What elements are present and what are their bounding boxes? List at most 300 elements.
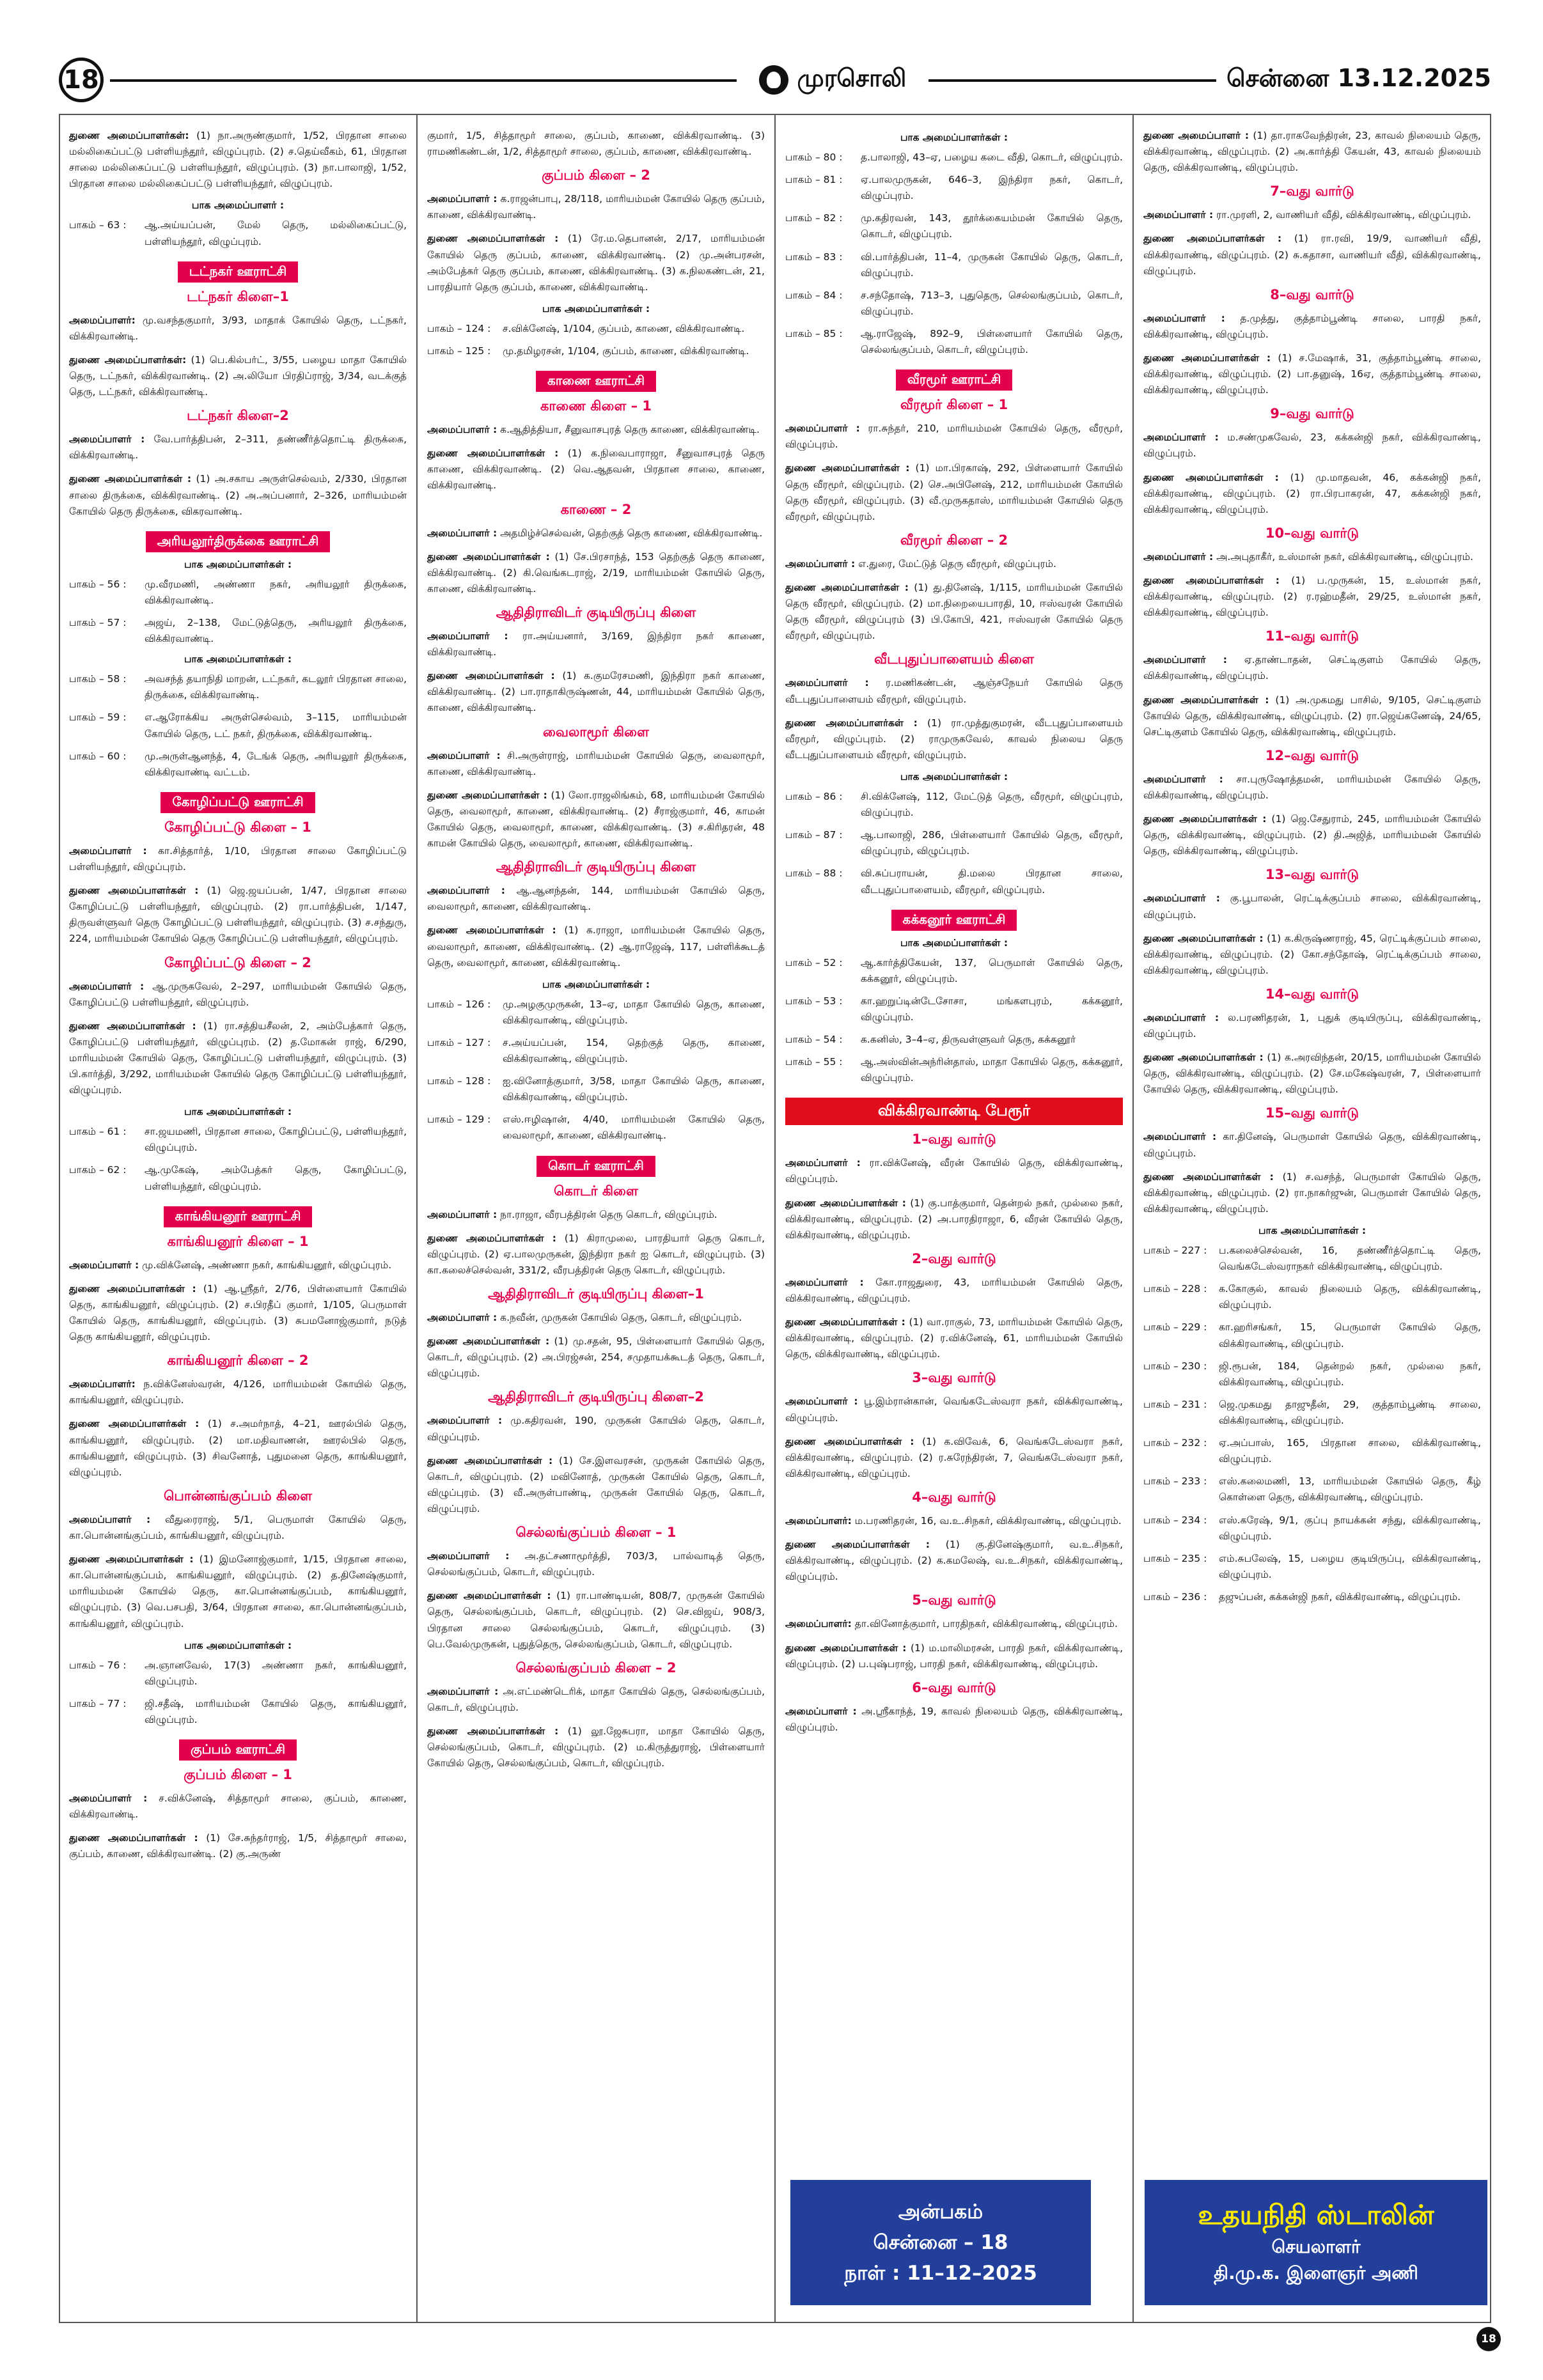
office-bearer-entry: [427, 748, 765, 780]
booth-row: [785, 866, 1123, 898]
role-label: துணை அமைப்பாளர்கள் :: [427, 789, 547, 801]
role-label: துணை அமைப்பாளர்கள் :: [1143, 471, 1279, 483]
entry-text: (1) மு.சதன், 95, பிள்ளையார் கோயில் தெரு, கொடர், விழுப்புரம். (2) அ.பிரஜ்சன், 254, சமுதாயக்கூடத் தெரு, கொடர், விழுப்புரம்.: [427, 1335, 765, 1380]
office-bearer-entry: [785, 460, 1123, 524]
entry-text: (1) இமனோஜ்குமார், 1/15, பிரதான சாலை, கா.பொன்னங்குப்பம், காங்கியனூர், விழுப்புரம். (2) த.தினேஷ்குமார், மாரியம்மன் கோயில் தெரு, கா.பொன்னங்குப்பம், காங்கியனூர், விழுப்புரம். (3) வெ.பசபதி, 3/64, பிரதான சாலை, கா.பொன்னங்குப்பம், காங்கியனூர், விழுப்புரம்.: [69, 1553, 407, 1629]
entry-text: ர.மணிகண்டன், ஆஞ்சநேயர் கோயில் தெரு வீடபுதுப்பாளையம் வீரமூர், விழுப்புரம்.: [785, 677, 1123, 705]
office-bearer-entry: [427, 1548, 765, 1580]
entry-text: (1) ரா.பாண்டியன், 808/7, முருகன் கோயில் தெரு, செல்லங்குப்பம், கொடர், விழுப்புரம். (2) செ.விஜய், 908/3, பிரதான சாலை செல்லங்குப்பம், கொடர், விழுப்புரம். (3) பெ.வேல்முருகன், புதுத்தெரு, செல்லங்குப்பம், கொடர், விழுப்புரம்.: [427, 1590, 765, 1650]
booth-number: பாகம் – 233 :: [1143, 1475, 1207, 1488]
booth-detail: ஆ.அஸ்வின்அந்ரின்தாஸ், மாதா கோயில் தெரு, கக்கனூர், விழுப்புரம்.: [861, 1056, 1123, 1084]
role-label: துணை அமைப்பாளர்கள் :: [785, 462, 910, 474]
role-label: அமைப்பாளர் :: [427, 885, 505, 897]
office-bearer-entry: [1143, 1010, 1481, 1042]
section-banner: டட்நகர் ஊராட்சி: [178, 261, 298, 283]
entry-text: ரா.அய்யனார், 3/169, இந்திரா நகர் காணை, விக்கிரவாண்டி.: [427, 630, 765, 658]
entry-text: மு.வசந்தகுமார், 3/93, மாதாக் கோயில் தெரு, டட்நகர், விக்கிரவாண்டி.: [69, 314, 407, 342]
booth-detail: ஆ.பாலாஜி, 286, பிள்ளையார் கோயில் தெரு, வீரமூர், விழுப்புரம், விழுப்புரம்.: [861, 829, 1123, 857]
branch-heading: குப்பம் கிளை – 1: [184, 1767, 292, 1783]
office-bearer-entry: [69, 432, 407, 463]
booth-detail: மு.அருள்ஆனந்த், 4, டேங்க் தெரு, அரியலூர் திருக்கை, விக்கிரவாண்டி வட்டம்.: [145, 750, 407, 778]
office-bearer-entry: [1143, 772, 1481, 804]
role-label: அமைப்பாளர் :: [427, 527, 497, 539]
entry-text: பூ.இம்ரான்கான், வெங்கடேஸ்வரா நகர், விக்கிரவாண்டி, விழுப்புரம்.: [785, 1396, 1123, 1424]
booth-row: [1143, 1397, 1481, 1429]
entry-text: (1) க.கிருஷ்ணராஜ், 45, ரெட்டிக்குப்பம் சாலை, விக்கிரவாண்டி, விழுப்புரம். (2) கோ.சந்தோஷ், ரெட்டிக்குப்பம் சாலை, விக்கிரவாண்டி, விழுப்புரம்.: [1143, 932, 1481, 976]
entry-text: வீதுரைராஜ், 5/1, பெருமாள் கோயில் தெரு, கா.பொன்னங்குப்பம், காங்கியனூர், விழுப்புரம்.: [69, 1513, 407, 1542]
section-label: பாக அமைப்பாளர் :: [191, 199, 285, 212]
role-label: அமைப்பாளர் :: [1143, 1011, 1219, 1023]
role-label: அமைப்பாளர் :: [69, 1513, 151, 1525]
role-label: துணை அமைப்பாளர்கள் :: [427, 1454, 553, 1466]
booth-row: [1143, 1281, 1481, 1313]
entry-text: த.முத்து, குத்தாம்பூண்டி சாலை, பாரதி நகர், விக்கிரவாண்டி, விழுப்புரம்.: [1143, 312, 1482, 340]
entry-text: (1) கு.தினேஷ்குமார், வ.உ.சிநகர், விக்கிரவாண்டி, விழுப்புரம். (2) க.கமலேஷ், வ.உ.சிநகர், விக்கிரவாண்டி, விழுப்புரம்.: [785, 1539, 1123, 1583]
booth-number: பாகம் – 55 :: [785, 1056, 843, 1068]
entry-text: (1) ரா.முத்துகுமரன், வீடபுதுப்பாளையம் வீரமூர், விழுப்புரம். (2) ராமுருகவேல், காவல் நிலைய தெரு வீடபுதுப்பாளையம் வீரமூர், விழுப்புரம்.: [785, 717, 1123, 761]
booth-number: பாகம் – 83 :: [785, 251, 843, 263]
office-bearer-entry: [785, 1640, 1123, 1672]
booth-detail: வி.பார்த்திபன், 11–4, முருகன் கோயில் தெரு, கொடர், விழுப்புரம்.: [861, 251, 1123, 279]
entry-text: ம.சண்முகவேல், 23, கக்கன்ஜி நகர், விக்கிரவாண்டி, விழுப்புரம்.: [1143, 432, 1481, 460]
entry-text: க.ராஜன்பாபு, 28/118, மாரியம்மன் கோயில் தெரு குப்பம், காணை, விக்கிரவாண்டி.: [427, 193, 765, 221]
booth-number: பாகம் – 52 :: [785, 956, 843, 968]
section-label: பாக அமைப்பாளர்கள் :: [900, 132, 1008, 143]
booth-row: [785, 1032, 1123, 1048]
office-bearer-entry: [785, 1195, 1123, 1243]
branch-heading: வீரமூர் கிளை – 1: [900, 397, 1008, 413]
entry-text: (1) க.விவேக், 6, வெங்கடேஸ்வரா நகர், விக்கிரவாண்டி, விழுப்புரம். (2) ர.சுரேந்திரன், 7, வெங்கடேஸ்வரா நகர், விக்கிரவாண்டி, விழுப்புரம்.: [785, 1435, 1123, 1479]
anbagam-line: அன்பகம்: [898, 2200, 983, 2223]
entry-text: ந.விக்னேஸ்வரன், 4/126, மாரியம்மன் கோயில் தெரு, காங்கியனூர், விழுப்புரம்.: [69, 1378, 407, 1406]
office-bearer-entry: [1143, 1129, 1481, 1161]
office-bearer-entry: [427, 788, 765, 852]
booth-row: [69, 615, 407, 647]
entry-text: (1) ஜெ.சேதுராம், 245, மாரியம்மன் கோயில் தெரு, விக்கிரவாண்டி, விழுப்புரம். (2) தி.அஜித், மாரியம்மன் கோயில் தெரு, விக்கிரவாண்டி, விழுப்புரம்.: [1143, 813, 1482, 857]
signatory-role: செயலாளர்: [1271, 2236, 1361, 2257]
role-label: அமைப்பாளர் :: [1143, 773, 1223, 785]
section-label: பாக அமைப்பாளர்கள் :: [542, 978, 650, 990]
anbagam-line: நாள் : 11–12–2025: [844, 2262, 1037, 2285]
role-label: துணை அமைப்பாளர்கள் :: [427, 233, 559, 245]
booth-number: பாகம் – 87 :: [785, 829, 843, 841]
entry-text: அ.ஸ்ரீகாந்த், 19, காவல் நிலையம் தெரு, விக்கிரவாண்டி, விழுப்புரம்.: [785, 1705, 1123, 1733]
entry-text: நா.ராஜா, வீரபத்திரன் தெரு கொடர், விழுப்புரம்.: [500, 1208, 717, 1220]
entry-text: மு.விக்னேஷ், அண்ணா நகர், காங்கியனூர், விழுப்புரம்.: [142, 1259, 392, 1271]
entry-text: (1) ப.முருகன், 15, உஸ்மான் நகர், விக்கிரவாண்டி, விழுப்புரம். (2) ர.ரஹ்மதீன், 29/25, உஸ்மான் நகர், விக்கிரவாண்டி, விழுப்புரம்.: [1143, 574, 1481, 619]
role-label: அமைப்பாளர் :: [427, 1415, 503, 1427]
office-bearer-entry: [69, 1376, 407, 1408]
office-bearer-entry: [69, 313, 407, 345]
branch-heading: டட்நகர் கிளை–2: [187, 408, 289, 424]
branch-heading: கொடர் கிளை: [554, 1183, 638, 1199]
entry-text: ஏ.தாண்டாதன், செட்டிகுளம் கோயில் தெரு, விக்கிரவாண்டி, விழுப்புரம்.: [1143, 654, 1481, 682]
role-label: அமைப்பாளர் :: [427, 193, 497, 205]
entry-text: ரா.முரளி, 2, வாணியர் வீதி, விக்கிரவாண்டி, விழுப்புரம்.: [1216, 209, 1471, 221]
office-bearer-entry: [69, 883, 407, 947]
section-label: பாக அமைப்பாளர்கள் :: [900, 937, 1008, 949]
booth-number: பாகம் – 86 :: [785, 790, 843, 802]
entry-text: அ.அபுதாகீர், உஸ்மான் நகர், விக்கிரவாண்டி, விழுப்புரம்.: [1216, 550, 1473, 563]
branch-heading: 15–வது வார்டு: [1265, 1105, 1359, 1121]
entry-text: (1) கிராமுலை, பாரதியார் தெரு கொடர், விழுப்புரம். (2) ஏ.பாலமுருகன், இந்திரா நகர் ஐ கொடர், விழுப்புரம். (3) கா.கலைச்செல்வன், 331/2, வீரபத்திரன் தெரு கொடர், விழுப்புரம்.: [427, 1232, 765, 1276]
booth-row: [1143, 1474, 1481, 1505]
entry-text: குமார், 1/5, சித்தாமூர் சாலை, குப்பம், காணை, விக்கிரவாண்டி. (3) ராமணிகண்டன், 1/2, சித்தாமூர் சாலை, குப்பம், காணை, விக்கிரவாண்டி.: [427, 130, 765, 158]
entry-text: க.நவீன், முருகன் கோயில் தெரு, கொடர், விழுப்புரம்.: [500, 1312, 742, 1324]
section-label: பாக அமைப்பாளர்கள் :: [1258, 1225, 1367, 1237]
booth-row: [1143, 1513, 1481, 1544]
office-bearer-entry: [785, 1275, 1123, 1307]
booth-row: [69, 577, 407, 609]
entry-text: (1) லூ.ஜேசுபரா, மாதா கோயில் தெரு, செல்லங்குப்பம், கொடர், விழுப்புரம். (2) ம.கிருத்துராஜ், பிள்ளையார் கோயில் தெரு, செல்லங்குப்பம், கொடர், விழுப்புரம்.: [427, 1725, 765, 1769]
office-bearer-entry: [1143, 573, 1481, 621]
section-banner: கொடர் ஊராட்சி: [537, 1156, 655, 1177]
role-label: அமைப்பாளர் :: [785, 557, 856, 570]
booth-number: பாகம் – 235 :: [1143, 1552, 1207, 1564]
office-bearer-entry: [427, 1413, 765, 1445]
role-label: அமைப்பாளர் :: [1143, 892, 1220, 905]
entry-text: (1) க.அரவிந்தன், 20/15, மாரியம்மன் கோயில் தெரு, விக்கிரவாண்டி, விழுப்புரம். (2) சே.மகேஷ்வரன், 7, பிள்ளையார் கோயில் தெரு, விக்கிரவாண்டி, விழுப்புரம்.: [1143, 1052, 1481, 1096]
office-bearer-entry: [427, 446, 765, 494]
entry-text: (1) ம.மாலிமரசன், பாரதி நகர், விக்கிரவாண்டி, விழுப்புரம். (2) ப.புஷ்பராஜ், பாரதி நகர், விக்கிரவாண்டி, விழுப்புரம்.: [785, 1642, 1123, 1670]
booth-detail: ஏ.அப்பாஸ், 165, பிரதான சாலை, விக்கிரவாண்டி, விழுப்புரம்.: [1219, 1437, 1481, 1465]
branch-heading: வீரமூர் கிளை – 2: [900, 532, 1008, 548]
entry-text: சா.புருஷோத்தமன், மாரியம்மன் கோயில் தெரு, விக்கிரவாண்டி, விழுப்புரம்.: [1143, 773, 1481, 801]
role-label: துணை அமைப்பாளர்கள் :: [69, 473, 192, 485]
branch-heading: 4–வது வார்டு: [912, 1489, 996, 1505]
entry-text: (1) து.தினேஷ், 1/115, மாரியம்மன் கோயில் தெரு வீரமூர், விழுப்புரம். (2) மா.நிறையைபாரதி, 10, ஈஸ்வரன் கோயில் தெரு வீரமூர், விழுப்புரம் (3) பி.கோபி, 421, ஈஸ்வரன் கோயில் தெரு வீரமூர், விழுப்புரம்.: [785, 581, 1123, 642]
entry-text: அ.எட்மண்டெரிக், மாதா கோயில் தெரு, செல்லங்குப்பம், கொடர், விழுப்புரம்.: [427, 1685, 765, 1713]
entry-text: (1) மா.பிரகாஷ், 292, பிள்ளையார் கோயில் தெரு வீரமூர், விழுப்புரம். (2) செ.அபினேஷ், 212, மாரியம்மன் கோயில் தெரு வீரமூர், விழுப்புரம். (3) வீ.முருகதாஸ், மாரியம்மன் கோயில் தெரு வீரமூர், விழுப்புரம்.: [785, 462, 1123, 522]
office-bearer-entry: [785, 1155, 1123, 1187]
entry-text: கோ.ராஜதுரை, 43, மாரியம்மன் கோயில் தெரு, விக்கிரவாண்டி, விழுப்புரம்.: [785, 1276, 1123, 1305]
office-bearer-entry: [427, 1588, 765, 1652]
branch-heading: 10–வது வார்டு: [1265, 525, 1359, 541]
branch-heading: வீடபுதுப்பாளையம் கிளை: [874, 651, 1034, 667]
booth-number: பாகம் – 58 :: [69, 673, 127, 685]
entry-text: (1) அ.சகாய அருள்செல்வம், 2/330, பிரதான சாலை திருக்கை, விக்கிரவாண்டி. (2) அ.அப்பனார், 2–326, மாரியம்மன் கோயில் தெரு திருக்கை, விகரவாண்டி.: [69, 473, 407, 517]
office-bearer-entry: [427, 1207, 765, 1223]
signatory-box: [1145, 2180, 1487, 2305]
entry-text: ஆ.முருகவேல், 2–297, மாரியம்மன் கோயில் தெரு, கோழிப்பட்டு பள்ளியந்தூர், விழுப்புரம்.: [69, 980, 407, 1008]
entry-text: (1) ஜெ.ஜயப்பன், 1/47, பிரதான சாலை கோழிப்பட்டு பள்ளியந்தூர், விழுப்புரம். (2) ரா.பார்த்திபன், 1/147, திருவள்ளுவர் தெரு கோழிப்பட்டு பள்ளியந்தூர், விழுப்புரம். (3) ச.சந்துரு, 224, மாரியம்மன் கோயில் தெரு கோழிப்பட்டு பள்ளியந்தூர், விழுப்புரம்.: [69, 885, 407, 945]
booth-row: [785, 993, 1123, 1025]
role-label: துணை அமைப்பாளர்கள் :: [69, 885, 199, 897]
office-bearer-entry: [1143, 652, 1481, 684]
office-bearer-entry: [69, 1512, 407, 1544]
footer-page-number: 18: [1476, 2327, 1501, 2351]
section-label: பாக அமைப்பாளர்கள் :: [184, 1106, 292, 1118]
office-bearer-entry: [785, 1434, 1123, 1482]
role-label: துணை அமைப்பாளர்கள்:: [69, 354, 187, 366]
entry-text: (1) நா.அருண்குமார், 1/52, பிரதான சாலை மல்லிகைப்பட்டு பள்ளியந்தூர், விழுப்புரம். (2) ச.தெய்வீகம், 61, பிரதான சாலை மல்லிகைப்பட்டு பள்ளியந்தூர், விழுப்புரம். (3) நா.பாலாஜி, 1/52, பிரதான சாலை மல்லிகைப்பட்டு பள்ளியந்தூர், விழுப்புரம்.: [69, 130, 407, 190]
booth-number: பாகம் – 127 :: [427, 1036, 491, 1048]
booth-detail: ஜெ.முகமது தாஜுதீன், 29, குத்தாம்பூண்டி சாலை, விக்கிரவாண்டி, விழுப்புரம்.: [1219, 1398, 1481, 1427]
column-4: [1133, 114, 1491, 2323]
role-label: துணை அமைப்பாளர்கள் :: [785, 1316, 905, 1328]
entry-text: எ.துரை, மேட்டுத் தெரு வீரமூர், விழுப்புரம்.: [858, 557, 1056, 570]
office-bearer-entry: [1143, 692, 1481, 740]
entry-text: (1) சே.பிரசாந்த், 153 தெற்குத் தெரு காணை, விக்கிரவாண்டி. (2) கி.வெங்கடராஜ், 2/19, மாரியம்மன் கோயில் தெரு, காணை, விக்கிரவாண்டி.: [427, 550, 765, 595]
booth-number: பாகம் – 231 :: [1143, 1398, 1207, 1410]
role-label: அமைப்பாளர் :: [69, 980, 145, 992]
role-label: துணை அமைப்பாளர்கள் :: [1143, 352, 1271, 364]
office-bearer-entry: [1143, 207, 1481, 223]
booth-row: [427, 1035, 765, 1067]
booth-detail: மு.தமிழரசன், 1/104, குப்பம், காணை, விக்கிரவாண்டி.: [503, 345, 749, 357]
role-label: துணை அமைப்பாளர்கள்:: [69, 130, 189, 141]
office-bearer-entry: [427, 231, 765, 295]
office-bearer-entry: [427, 1453, 765, 1517]
office-bearer-entry: [427, 883, 765, 915]
booth-number: பாகம் – 125 :: [427, 345, 491, 357]
booth-row: [785, 172, 1123, 204]
booth-number: பாகம் – 84 :: [785, 289, 843, 301]
booth-detail: ஆ.அய்யப்பன், மேல் தெரு, மல்லிகைப்பட்டு, பள்ளியந்தூர், விழுப்புரம்.: [145, 219, 407, 247]
office-bearer-entry: [1143, 470, 1481, 518]
branch-heading: 13–வது வார்டு: [1265, 867, 1359, 883]
branch-heading: கோழிப்பட்டு கிளை – 2: [164, 954, 311, 970]
office-bearer-entry: [69, 1791, 407, 1823]
booth-number: பாகம் – 80 :: [785, 152, 843, 163]
role-label: அமைப்பாளர் :: [427, 1685, 499, 1697]
booth-row: [427, 997, 765, 1029]
booth-detail: ஆ.ராஜேஷ், 892–9, பிள்ளையார் கோயில் தெரு, செல்லங்குப்பம், கொடர், விழுப்புரம்.: [861, 327, 1123, 356]
booth-number: பாகம் – 61 :: [69, 1126, 127, 1138]
booth-detail: ஐ.வினோத்குமார், 3/58, மாதா கோயில் தெரு, காணை, விக்கிரவாண்டி, விழுப்புரம்.: [503, 1075, 765, 1103]
booth-number: பாகம் – 232 :: [1143, 1437, 1207, 1449]
office-bearer-entry: [69, 1018, 407, 1099]
office-bearer-entry: [1143, 430, 1481, 462]
booth-number: பாகம் – 128 :: [427, 1075, 491, 1087]
booth-number: பாகம் – 129 :: [427, 1114, 491, 1126]
booth-row: [69, 1658, 407, 1690]
page-number-badge: 18: [59, 58, 104, 102]
masthead-title: முரசொலி: [797, 64, 907, 92]
header-rule-right: [928, 79, 1248, 82]
role-label: துணை அமைப்பாளர்கள் :: [69, 1832, 198, 1844]
role-label: அமைப்பாளர் :: [785, 1276, 864, 1288]
booth-detail: ஜி.ரூபன், 184, தென்றல் நகர், முல்லை நகர், விக்கிரவாண்டி, விழுப்புரம்.: [1219, 1360, 1481, 1388]
office-bearer-entry: [1143, 350, 1481, 398]
role-label: அமைப்பாளர் :: [785, 423, 860, 435]
booth-row: [69, 217, 407, 249]
anbagam-line: சென்னை – 18: [873, 2230, 1008, 2254]
entry-text: (1) சே.இளவரசன், முருகன் கோயில் தெரு, கொடர், விழுப்புரம். (2) மவினோத், முருகன் கோயில் தெரு, கொடர், விழுப்புரம். (3) வீ.அருள்பாண்டி, முருகன் கோயில் தெரு, கொடர், விழுப்புரம்.: [427, 1454, 765, 1515]
entry-text: அதமிழ்ச்செல்வன், தெற்குத் தெரு காணை, விக்கிரவாண்டி.: [500, 527, 763, 539]
role-label: அமைப்பாளர் :: [427, 1208, 497, 1220]
signatory-org: தி.மு.க. இளைஞர் அணி: [1214, 2262, 1418, 2283]
entry-text: ம.பரணிதரன், 16, வ.உ.சிநகர், விக்கிரவாண்டி, விழுப்புரம்.: [854, 1515, 1122, 1527]
booth-detail: சி.விக்னேஷ், 112, மேட்டுத் தெரு, வீரமூர், விழுப்புரம், விழுப்புரம்.: [861, 790, 1123, 819]
office-bearer-entry: [427, 1310, 765, 1326]
booth-number: பாகம் – 230 :: [1143, 1360, 1207, 1372]
booth-detail: மு.வீரமணி, அண்ணா நகர், அரியலூர் திருக்கை, விக்கிரவாண்டி.: [145, 578, 407, 606]
booth-row: [69, 1124, 407, 1156]
booth-number: பாகம் – 60 :: [69, 750, 127, 762]
booth-detail: எஸ்.ஈழிஷான், 4/40, மாரியம்மன் கோயில் தெரு, வைலாமூர், காணை, விக்கிரவாண்டி.: [503, 1114, 765, 1142]
office-bearer-entry: [427, 525, 765, 541]
role-label: துணை அமைப்பாளர்கள் :: [427, 1335, 550, 1348]
branch-heading: 14–வது வார்டு: [1265, 986, 1359, 1002]
booth-row: [785, 150, 1123, 166]
municipality-banner: விக்கிரவாண்டி பேரூர்: [785, 1098, 1123, 1125]
booth-detail: அவசந்த் தயாநிதி மாறன், டட்நகர், கடலூர் பிரதான சாலை, திருக்கை, விக்கிரவாண்டி.: [145, 673, 407, 701]
office-bearer-entry: [1143, 128, 1481, 176]
role-label: அமைப்பாளர் :: [1143, 209, 1214, 221]
booth-row: [785, 249, 1123, 281]
booth-row: [69, 1162, 407, 1194]
branch-heading: ஆதிதிராவிடர் குடியிருப்பு கிளை: [496, 859, 696, 875]
booth-number: பாகம் – 57 :: [69, 616, 127, 628]
page-header: [59, 55, 1491, 105]
role-label: அமைப்பாளர் :: [427, 1312, 497, 1324]
column-3: [775, 114, 1133, 2323]
branch-heading: செல்லங்குப்பம் கிளை – 1: [515, 1525, 677, 1541]
role-label: துணை அமைப்பாளர்கள் :: [785, 717, 918, 729]
role-label: அமைப்பாளர் :: [785, 1157, 861, 1169]
office-bearer-entry: [427, 1684, 765, 1716]
branch-heading: 1–வது வார்டு: [912, 1132, 996, 1147]
booth-detail: ஆ.கார்த்திகேயன், 137, பெருமாள் கோயில் தெரு, கக்கனூர், விழுப்புரம்.: [861, 956, 1123, 984]
office-bearer-entry: [427, 922, 765, 970]
office-bearer-entry: [785, 580, 1123, 644]
office-bearer-entry: [785, 1537, 1123, 1585]
booth-row: [785, 288, 1123, 320]
office-bearer-entry: [427, 628, 765, 660]
entry-text: (1) க.நிவைபாராஜா, சீனுவாசபுரத் தெரு காணை, விக்கிரவாண்டி. (2) வெ.ஆதவன், பிரதான சாலை, காணை, விக்கிரவாண்டி.: [427, 447, 765, 492]
role-label: துணை அமைப்பாளர்கள் :: [427, 924, 556, 937]
role-label: துணை அமைப்பாளர்கள் :: [1143, 813, 1267, 825]
entry-text: மு.கதிரவன், 190, முருகன் கோயில் தெரு, கொடர், விழுப்புரம்.: [427, 1415, 765, 1443]
role-label: அமைப்பாளர் :: [1143, 550, 1214, 563]
branch-heading: 3–வது வார்டு: [912, 1370, 996, 1386]
dateline: சென்னை 13.12.2025: [1216, 58, 1491, 102]
booth-row: [69, 1696, 407, 1728]
office-bearer-entry: [1143, 931, 1481, 979]
office-bearer-entry: [427, 1723, 765, 1771]
office-bearer-entry: [69, 1552, 407, 1632]
role-label: துணை அமைப்பாளர்கள் :: [427, 670, 555, 682]
entry-text: (1) ச.வசந்த், பெருமாள் கோயில் தெரு, விக்கிரவாண்டி, விழுப்புரம். (2) ரா.நாகர்ஜுன், பெருமாள் கோயில் தெரு, விக்கிரவாண்டி, விழுப்புரம்.: [1143, 1171, 1481, 1215]
role-label: துணை அமைப்பாளர்கள் :: [785, 1197, 906, 1209]
office-bearer-entry: [1143, 891, 1481, 922]
entry-text: (1) அ.முகமது பாசில், 9/105, செட்டிகுளம் கோயில் தெரு, விக்கிரவாண்டி, விழுப்புரம். (2) ரா.ஜெய்கணேஷ், 24/65, செட்டிகுளம் கோயில் தெரு, விக்கிரவாண்டி, விழுப்புரம்.: [1143, 694, 1482, 738]
role-label: துணை அமைப்பாளர்கள் :: [1143, 932, 1264, 944]
booth-row: [1143, 1589, 1481, 1605]
entry-text: (1) ஆ.ஸ்ரீதர், 2/76, பிள்ளையார் கோயில் தெரு, காங்கியனூர், விழுப்புரம். (2) ச.பிரதீப் குமார், 1/105, பெருமாள் கோயில் தெரு, காங்கியனூர், விழுப்புரம். (3) சுபமனோஜ்குமார், நடுத் தெரு காங்கியனூர், விழுப்புரம்.: [69, 1282, 407, 1343]
role-label: துணை அமைப்பாளர்கள் :: [427, 1590, 551, 1602]
section-label: பாக அமைப்பாளர்கள் :: [184, 558, 292, 570]
booth-number: பாகம் – 126 :: [427, 998, 491, 1010]
role-label: அமைப்பாளர் :: [785, 1705, 857, 1717]
section-banner: குப்பம் ஊராட்சி: [179, 1739, 297, 1761]
booth-detail: ச.விக்னேஷ், 1/104, குப்பம், காணை, விக்கிரவாண்டி.: [503, 322, 745, 334]
booth-row: [1143, 1551, 1481, 1583]
booth-number: பாகம் – 124 :: [427, 322, 491, 334]
booth-detail: கா.ஹறுப்டின்டேசோசா, மங்களபுரம், கக்கனூர், விழுப்புரம்.: [861, 995, 1123, 1023]
booth-row: [785, 827, 1123, 859]
booth-number: பாகம் – 76 :: [69, 1659, 127, 1671]
section-label: பாக அமைப்பாளர்கள் :: [542, 302, 650, 315]
entry-text: (1) ச.மேஷாக், 31, குத்தாம்பூண்டி சாலை, விக்கிரவாண்டி, விழுப்புரம். (2) பா.தனுஷ், 16ஏ, குத்தாம்பூண்டி சாலை, விக்கிரவாண்டி, விழுப்புரம்.: [1143, 352, 1482, 396]
booth-number: பாகம் – 227 :: [1143, 1245, 1207, 1257]
booth-number: பாகம் – 85 :: [785, 327, 843, 339]
booth-detail: எ.ஆரோக்கிய அருள்செல்வம், 3–115, மாரியம்மன் கோயில் தெரு, டட் நகர், திருக்கை, விக்கிரவாண்டி.: [145, 712, 407, 740]
booth-number: பாகம் – 59 :: [69, 712, 127, 724]
role-label: அமைப்பாளர் :: [69, 1259, 139, 1271]
booth-number: பாகம் – 63 :: [69, 219, 127, 231]
entry-text: அ.தட்சணாமூர்த்தி, 703/3, பால்வாடித் தெரு, செல்லங்குப்பம், கொடர், விழுப்புரம்.: [427, 1550, 765, 1578]
role-label: துணை அமைப்பாளர்கள் :: [785, 1435, 914, 1447]
office-bearer-entry: [427, 668, 765, 716]
booth-row: [69, 671, 407, 703]
entry-text: கு.பூபாலன், ரெட்டிக்குப்பம் சாலை, விக்கிரவாண்டி, விழுப்புரம்.: [1143, 892, 1481, 921]
office-bearer-entry: [427, 1231, 765, 1279]
booth-row: [1143, 1243, 1481, 1275]
section-label: பாக அமைப்பாளர்கள் :: [900, 770, 1008, 782]
booth-number: பாகம் – 54 :: [785, 1034, 843, 1046]
role-label: துணை அமைப்பாளர்கள் :: [69, 1282, 196, 1295]
booth-detail: எஸ்.கலைமணி, 13, மாரியம்மன் கோயில் தெரு, கீழ் கொள்ளை தெரு, விக்கிரவாண்டி, விழுப்புரம்.: [1219, 1475, 1481, 1504]
booth-detail: ப.கலைச்செல்வன், 16, தண்ணீர்த்தொட்டி தெரு, வெங்கடேஸ்வராநகர் விக்கிரவாண்டி, விழுப்புரம்.: [1219, 1245, 1481, 1273]
branch-heading: ஆதிதிராவிடர் குடியிருப்பு கிளை–2: [488, 1389, 704, 1405]
office-bearer-entry: [1143, 549, 1481, 565]
booth-number: பாகம் – 56 :: [69, 578, 127, 590]
booth-number: பாகம் – 228 :: [1143, 1283, 1207, 1295]
booth-detail: அ.ஞானவேல், 17(3) அண்ணா நகர், காங்கியனூர், விழுப்புரம்.: [145, 1659, 407, 1687]
entry-text: கா.சித்தார்த், 1/10, பிரதான சாலை கோழிப்பட்டு பள்ளியந்தூர், விழுப்புரம்.: [69, 844, 407, 873]
role-label: அமைப்பாளர் :: [1143, 312, 1225, 324]
branch-heading: காங்கியனூர் கிளை – 1: [167, 1233, 309, 1249]
booth-detail: மு.அழகுமுருகன், 13–ஏ, மாதா கோயில் தெரு, காணை, விக்கிரவாண்டி, விழுப்புரம்.: [503, 998, 765, 1026]
booth-number: பாகம் – 81 :: [785, 174, 843, 186]
office-bearer-entry: [785, 1704, 1123, 1736]
office-bearer-entry: [69, 352, 407, 400]
entry-text: வே.பார்த்திபன், 2–311, தண்ணீர்த்தொட்டி திருக்கை, விக்கிரவாண்டி.: [69, 433, 407, 462]
booth-row: [69, 710, 407, 742]
role-label: துணை அமைப்பாளர்கள் :: [69, 1020, 196, 1032]
role-label: துணை அமைப்பாளர்கள் :: [785, 1539, 930, 1551]
section-banner: கக்கனூர் ஊராட்சி: [891, 910, 1017, 931]
role-label: அமைப்பாளர் :: [427, 424, 497, 436]
office-bearer-entry: [785, 675, 1123, 707]
office-bearer-entry: [427, 1334, 765, 1381]
entry-text: க.ஆதித்தியா, சீனுவாசபுரத் தெரு காணை, விக்கிரவாண்டி.: [500, 424, 760, 436]
branch-heading: ஆதிதிராவிடர் குடியிருப்பு கிளை–1: [488, 1286, 704, 1302]
branch-heading: 8–வது வார்டு: [1270, 286, 1354, 302]
role-label: அமைப்பாளர் :: [1143, 432, 1219, 444]
role-label: துணை அமைப்பாளர்கள் :: [1143, 1171, 1274, 1183]
entry-text: ரா.விக்னேஷ், வீரன் கோயில் தெரு, விக்கிரவாண்டி, விழுப்புரம்.: [785, 1157, 1123, 1185]
role-label: அமைப்பாளர் :: [427, 1550, 510, 1562]
masthead: [737, 58, 928, 102]
office-bearer-entry: [69, 128, 407, 192]
entry-text: (1) வா.ராகுல், 73, மாரியம்மன் கோயில் தெரு, விக்கிரவாண்டி, விழுப்புரம். (2) ர.விக்னேஷ், 61, மாரியம்மன் கோயில் தெரு, விக்கிரவாண்டி, விழுப்புரம்.: [785, 1316, 1123, 1360]
branch-heading: காணை கிளை – 1: [540, 398, 652, 414]
role-label: அமைப்பாளர்:: [69, 1378, 136, 1390]
booth-detail: க.கனிஸ், 3–4–ஏ, திருவள்ளுவர் தெரு, கக்கனூர்: [861, 1034, 1076, 1046]
column-1: [59, 114, 417, 2323]
office-bearer-entry: [69, 843, 407, 875]
role-label: அமைப்பாளர் :: [427, 630, 508, 642]
booth-detail: த.பாலாஜி, 43–ஏ, பழைய கடை வீதி, கொடர், விழுப்புரம்.: [861, 152, 1123, 163]
booth-number: பாகம் – 53 :: [785, 995, 843, 1007]
branch-heading: டட்நகர் கிளை–1: [187, 288, 289, 304]
booth-row: [427, 343, 765, 359]
role-label: துணை அமைப்பாளர்கள் :: [785, 1642, 907, 1654]
section-banner: கோழிப்பட்டு ஊராட்சி: [161, 792, 315, 813]
